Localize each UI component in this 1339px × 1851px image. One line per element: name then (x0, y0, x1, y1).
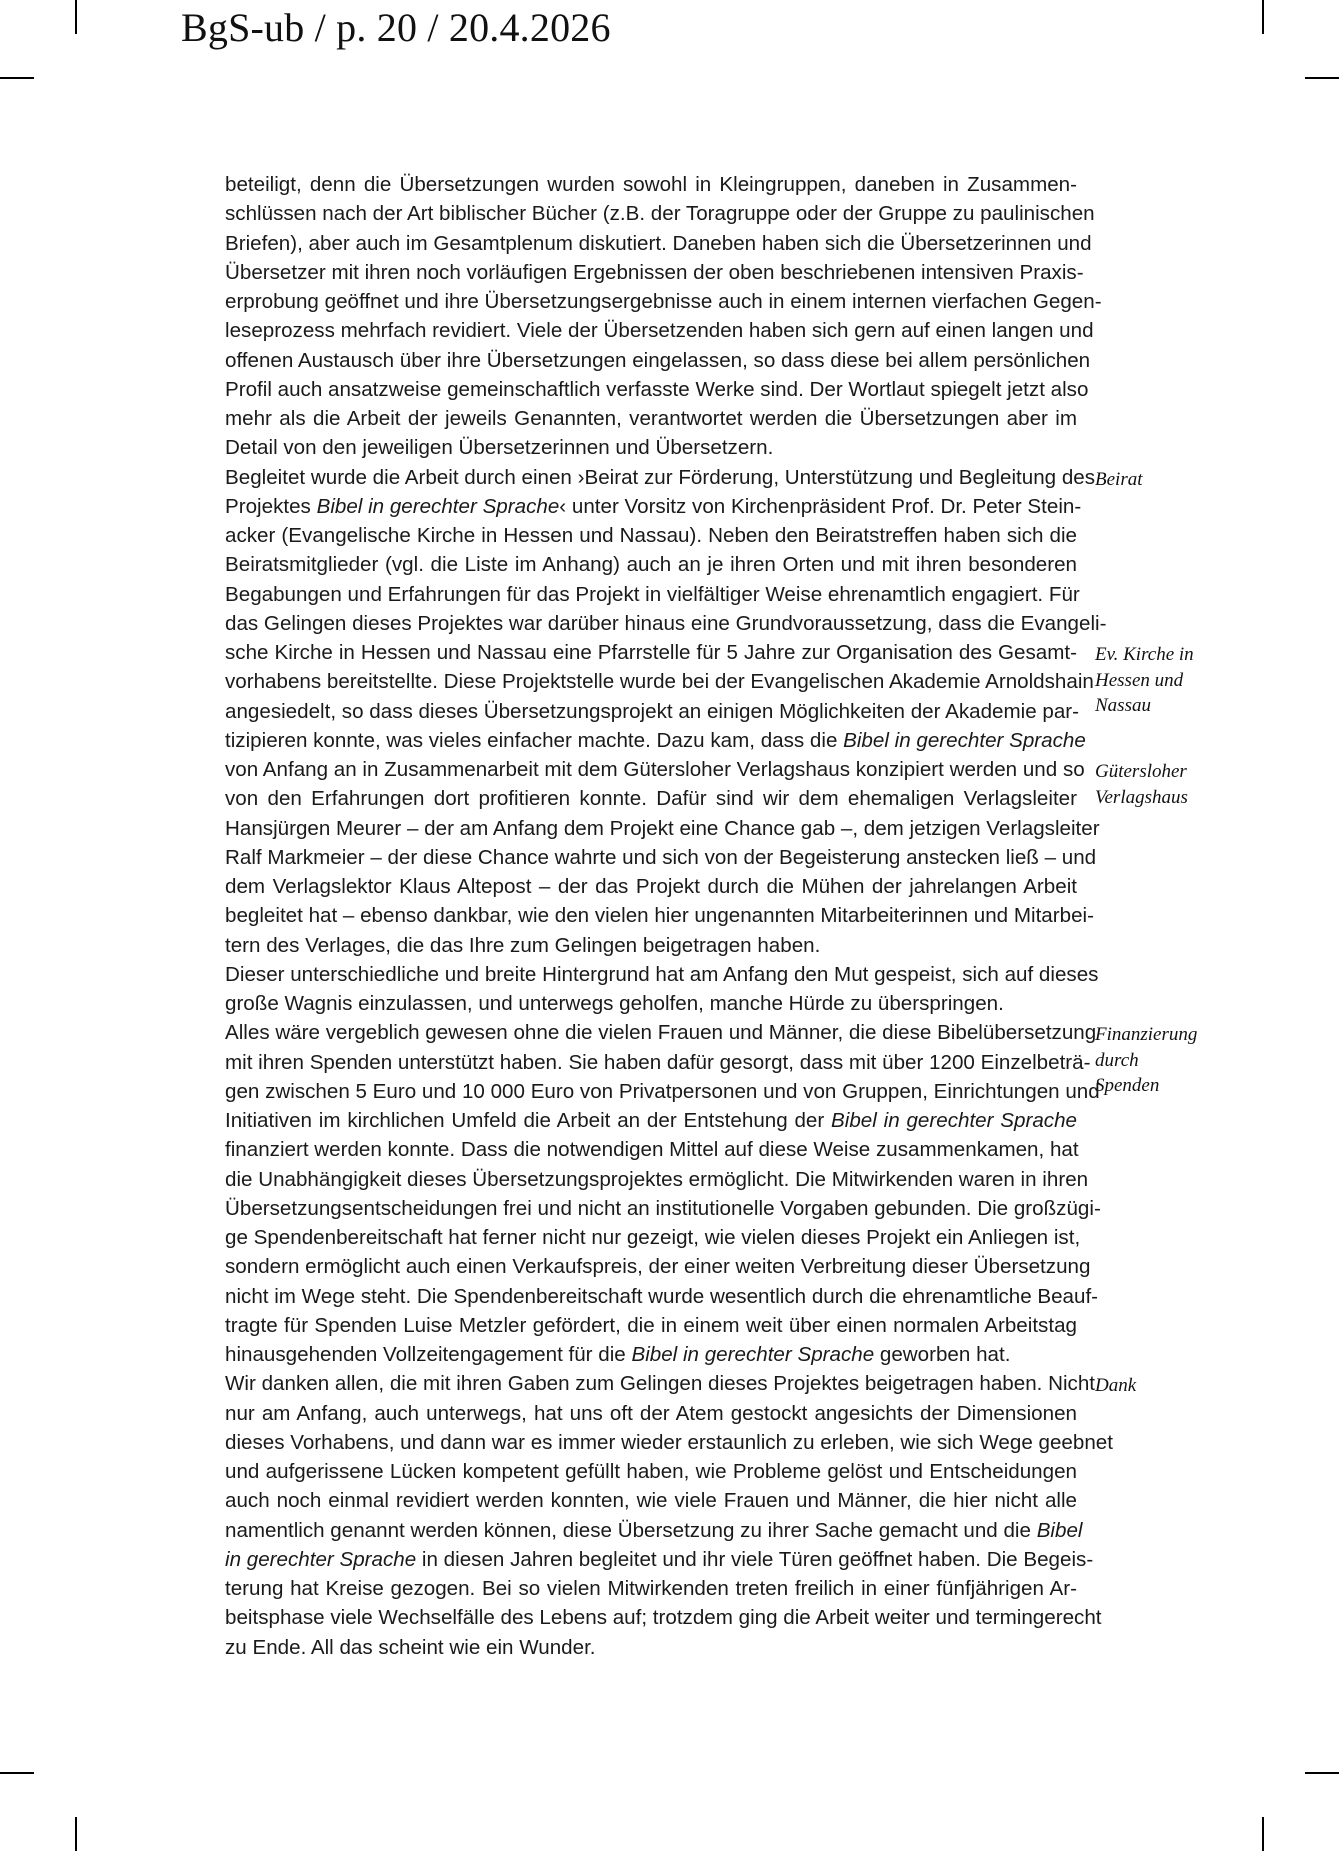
text-segment: beteiligt, denn die Übersetzungen wurden sowohl in Kleingruppen, daneben in Zusammen- (225, 173, 1077, 196)
text-segment: das Gelingen dieses Projektes war darüber hinaus eine Grundvoraussetzung, dass die Evangeli- (225, 611, 1107, 635)
text-line (225, 521, 1077, 550)
text-line (225, 872, 1077, 901)
text-line (225, 1311, 1077, 1340)
text-line (225, 1077, 1100, 1106)
text-line (225, 375, 1089, 404)
margin-note (1095, 759, 1188, 810)
body-text (225, 170, 1113, 1662)
text-line (225, 346, 1091, 375)
italic-title: Bibel in gerechter Sprache (831, 1109, 1077, 1132)
text-segment: geworben hat. (874, 1343, 1011, 1366)
text-segment: Begabungen und Erfahrungen für das Projekt in vielfältiger Weise ehrenamtlich engagiert. Für (225, 582, 1080, 606)
text-line (225, 1165, 1089, 1194)
text-segment: mehr als die Arbeit der jeweils Genannten, verantwortet werden die Übersetzungen aber im (225, 407, 1077, 430)
text-line (225, 316, 1094, 345)
text-line (225, 1282, 1099, 1311)
text-segment: nicht im Wege steht. Die Spendenbereitschaft wurde wesentlich durch die ehrenamtliche Beauf- (225, 1284, 1099, 1308)
margin-note-line: Hessen und (1095, 669, 1184, 691)
text-line (225, 1633, 1077, 1662)
margin-note (1095, 467, 1143, 493)
text-segment: ge Spendenbereitschaft hat ferner nicht nur gezeigt, wie vielen dieses Projekt ein Anliegen ist, (225, 1226, 1081, 1249)
text-line (225, 901, 1094, 930)
text-line (225, 1545, 1094, 1574)
text-line (225, 1603, 1102, 1632)
text-line (225, 1194, 1101, 1223)
text-line (225, 229, 1092, 258)
crop-mark-top-right (1262, 0, 1264, 34)
text-segment: begleitet hat – ebenso dankbar, wie den vielen hier ungenannten Mitarbeiterinnen und Mitarbei- (225, 904, 1094, 928)
text-segment: tizipieren konnte, was vieles einfacher machte. Dazu kam, dass die (225, 728, 844, 752)
text-segment: Hansjürgen Meurer – der am Anfang dem Projekt eine Chance gab –, dem jetzigen Verlagsleiter (225, 816, 1100, 840)
text-line (225, 1018, 1097, 1047)
text-line (225, 1135, 1077, 1164)
text-segment: auch noch einmal revidiert werden konnten, wie viele Frauen und Männer, die hier nicht alle (225, 1489, 1077, 1513)
text-segment: und aufgerissene Lücken kompetent gefüllt haben, wie Probleme gelöst und Entscheidungen (225, 1460, 1077, 1483)
text-line (225, 258, 1084, 287)
text-line (225, 433, 1077, 462)
crop-mark-right-upper (1305, 77, 1339, 79)
crop-mark-left-lower (0, 1772, 34, 1774)
margin-note-line: Gütersloher (1095, 761, 1187, 782)
text-line (225, 1486, 1077, 1515)
text-line (225, 609, 1107, 638)
text-line (225, 638, 1077, 667)
text-segment: gen zwischen 5 Euro und 10 000 Euro von Privatpersonen und von Gruppen, Einrichtungen und (225, 1079, 1100, 1103)
text-line (225, 667, 1094, 696)
text-line (225, 580, 1080, 609)
text-line (225, 492, 1082, 521)
italic-title: Bibel in gerechter Sprache (316, 494, 560, 518)
text-line (225, 1106, 1077, 1135)
text-segment: zu Ende. All das scheint wie ein Wunder. (225, 1635, 596, 1659)
crop-mark-bottom-left (75, 1817, 77, 1851)
margin-note (1095, 642, 1194, 719)
crop-mark-top-left (75, 0, 77, 34)
margin-note-line: durch (1095, 1049, 1139, 1071)
crop-mark-right-lower (1305, 1772, 1339, 1774)
margin-note (1095, 1373, 1136, 1399)
text-segment: mit ihren Spenden unterstützt haben. Sie haben dafür gesorgt, dass mit über 1200 Einzelbeträ- (225, 1050, 1091, 1074)
margin-note-line: Beirat (1095, 468, 1143, 490)
crop-mark-left-upper (0, 77, 34, 79)
margin-note-line: Spenden (1095, 1075, 1160, 1097)
text-segment: hinausgehenden Vollzeitengagement für die (225, 1343, 632, 1366)
text-line (225, 1340, 1077, 1369)
text-segment: Profil auch ansatzweise gemeinschaftlich verfasste Werke sind. Der Wortlaut spiegelt jetzt also (225, 377, 1089, 401)
text-segment: von den Erfahrungen dort profitieren konnte. Dafür sind wir dem ehemaligen Verlagsleiter (225, 787, 1077, 811)
text-segment: namentlich genannt werden können, diese Übersetzung zu ihrer Sache gemacht und die (225, 1518, 1037, 1542)
italic-title: Bibel (1036, 1518, 1083, 1542)
text-segment: tern des Verlages, die das Ihre zum Gelingen beigetragen haben. (225, 933, 821, 957)
text-segment: ‹ unter Vorsitz von Kirchenpräsident Prof. Dr. Peter Stein- (559, 494, 1082, 518)
text-line (225, 960, 1099, 989)
text-segment: Dieser unterschiedliche und breite Hintergrund hat am Anfang den Mut gespeist, sich auf dieses (225, 962, 1099, 986)
text-segment: acker (Evangelische Kirche in Hessen und Nassau). Neben den Beiratstreffen haben sich die (225, 524, 1077, 547)
margin-note (1095, 1022, 1197, 1099)
text-segment: sondern ermöglicht auch einen Verkaufspreis, der einer weiten Verbreitung dieser Übersetzung (225, 1255, 1091, 1279)
text-line (225, 726, 1086, 755)
text-line (225, 697, 1077, 726)
text-segment: in diesen Jahren begleitet und ihr viele Türen geöffnet haben. Die Begeis- (416, 1547, 1094, 1571)
text-segment: Beiratsmitglieder (vgl. die Liste im Anhang) auch an je ihren Orten und mit ihren besonderen (225, 553, 1077, 577)
text-line (225, 814, 1100, 843)
text-segment: Projektes (225, 494, 317, 518)
text-line (225, 843, 1097, 872)
text-segment: von Anfang an in Zusammenarbeit mit dem Gütersloher Verlagshaus konzipiert werden und so (225, 758, 1085, 781)
page-header: BgS-ub / p. 20 / 20.4.2026 (181, 5, 611, 50)
text-segment: tragte für Spenden Luise Metzler gefördert, die in einem weit über einen normalen Arbeitstag (225, 1313, 1077, 1337)
text-segment: dem Verlagslektor Klaus Altepost – der das Projekt durch die Mühen der jahrelangen Arbeit (225, 875, 1077, 898)
text-line (225, 755, 1085, 784)
text-line (225, 199, 1095, 228)
text-segment: Übersetzungsentscheidungen frei und nicht an institutionelle Vorgaben gebunden. Die großzügi- (225, 1196, 1101, 1220)
text-line (225, 404, 1077, 433)
text-line (225, 463, 1096, 492)
text-segment: Briefen), aber auch im Gesamtplenum diskutiert. Daneben haben sich die Übersetzerinnen und (225, 231, 1092, 255)
text-line (225, 784, 1077, 813)
text-segment: Alles wäre vergeblich gewesen ohne die vielen Frauen und Männer, die diese Bibelübersetzung (225, 1021, 1097, 1045)
text-line (225, 1574, 1077, 1603)
text-line (225, 1516, 1083, 1545)
text-line (225, 170, 1077, 199)
text-segment: die Unabhängigkeit dieses Übersetzungsprojektes ermöglicht. Die Mitwirkenden waren in ihren (225, 1167, 1089, 1191)
margin-note-line: Verlagshaus (1095, 786, 1188, 808)
text-segment: Initiativen im kirchlichen Umfeld die Arbeit an der Entstehung der (225, 1109, 832, 1132)
text-segment: terung hat Kreise gezogen. Bei so vielen Mitwirkenden treten freilich in einer fünfjährigen Ar- (225, 1577, 1077, 1600)
text-segment: angesiedelt, so dass dieses Übersetzungsprojekt an einigen Möglichkeiten der Akademie par- (225, 699, 1079, 723)
margin-note-line: Finanzierung (1095, 1024, 1198, 1046)
text-line (225, 1457, 1077, 1486)
crop-mark-bottom-right (1262, 1817, 1264, 1851)
text-line (225, 1252, 1091, 1281)
text-line (225, 1048, 1091, 1077)
text-segment: erprobung geöffnet und ihre Übersetzungsergebnisse auch in einem internen vierfachen Gegen- (225, 290, 1102, 313)
margin-note-line: Ev. Kirche in (1095, 644, 1194, 665)
text-segment: offenen Austausch über ihre Übersetzungen eingelassen, so dass diese bei allem persönlichen (225, 348, 1091, 372)
text-segment: leseprozess mehrfach revidiert. Viele der Übersetzenden haben sich gern auf einen langen und (225, 319, 1094, 343)
text-segment: nur am Anfang, auch unterwegs, hat uns oft der Atem gestockt angesichts der Dimensionen (225, 1401, 1077, 1425)
text-segment: Begleitet wurde die Arbeit durch einen ›Beirat zur Förderung, Unterstützung und Begleitung des (225, 465, 1096, 489)
text-segment: Ralf Markmeier – der diese Chance wahrte und sich von der Begeisterung anstecken ließ – und (225, 845, 1097, 869)
text-line (225, 931, 1077, 960)
text-segment: Detail von den jeweiligen Übersetzerinnen und Übersetzern. (225, 436, 774, 460)
text-segment: Wir danken allen, die mit ihren Gaben zum Gelingen dieses Projektes beigetragen haben. Nicht (225, 1372, 1096, 1396)
margin-note-line: Nassau (1095, 695, 1151, 716)
text-segment: schlüssen nach der Art biblischer Bücher (z.B. der Toragruppe oder der Gruppe zu paulinischen (225, 202, 1095, 226)
text-line (225, 550, 1077, 579)
text-segment: sche Kirche in Hessen und Nassau eine Pfarrstelle für 5 Jahre zur Organisation des Gesamt- (225, 641, 1077, 664)
text-line (225, 1399, 1077, 1428)
italic-title: Bibel in gerechter Sprache (631, 1343, 875, 1366)
text-segment: dieses Vorhabens, und dann war es immer wieder erstaunlich zu erleben, wie sich Wege geebnet (225, 1430, 1113, 1454)
text-segment: Übersetzer mit ihren noch vorläufigen Ergebnissen der oben beschriebenen intensiven Praxis- (225, 260, 1084, 284)
text-segment: vorhabens bereitstellte. Diese Projektstelle wurde bei der Evangelischen Akademie Arnoldshain (225, 670, 1094, 694)
text-line (225, 1369, 1096, 1398)
text-line (225, 1428, 1113, 1457)
text-line (225, 1223, 1081, 1252)
italic-title: Bibel in gerechter Sprache (843, 728, 1086, 752)
text-line (225, 989, 1077, 1018)
text-segment: große Wagnis einzulassen, und unterwegs geholfen, manche Hürde zu überspringen. (225, 992, 1004, 1015)
text-segment: finanziert werden konnte. Dass die notwendigen Mittel auf diese Weise zusammenkamen, hat (225, 1138, 1079, 1162)
margin-note-line: Dank (1095, 1375, 1137, 1397)
italic-title: in gerechter Sprache (225, 1547, 417, 1571)
text-segment: beitsphase viele Wechselfälle des Lebens auf; trotzdem ging die Arbeit weiter und termingerecht (225, 1606, 1102, 1630)
text-line (225, 287, 1102, 316)
